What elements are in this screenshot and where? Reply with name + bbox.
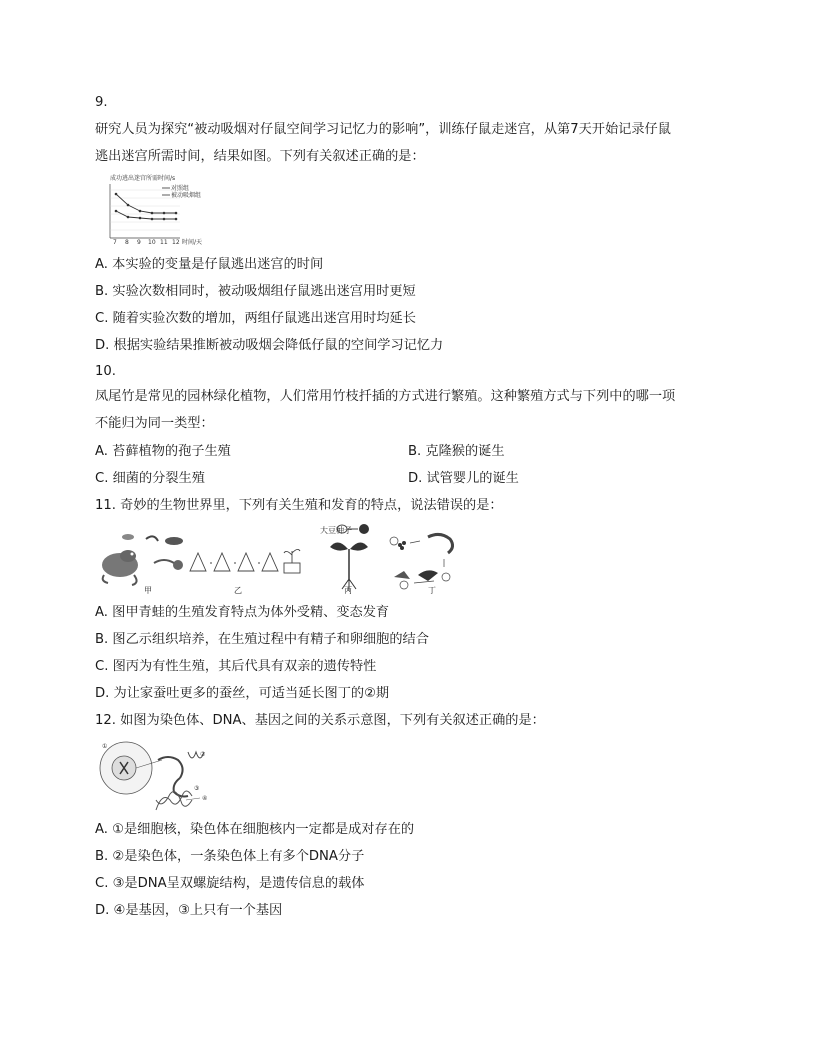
q9-option-a: A. 本实验的变量是仔鼠逃出迷宫的时间 <box>95 257 324 272</box>
q12-option-d: D. ④是基因，③上只有一个基因 <box>95 903 283 918</box>
q9-chart-xlabel: 时间/天 <box>182 239 203 246</box>
q9-chart-svg <box>96 174 206 246</box>
svg-text:12: 12 <box>172 239 180 246</box>
svg-text:11: 11 <box>160 239 168 246</box>
q11-label-jia: 甲 <box>144 586 152 595</box>
q12-diagram-svg <box>96 738 218 812</box>
q11-stem: 11. 奇妙的生物世界里，下列有关生殖和发育的特点，说法错误的是： <box>95 498 503 513</box>
q9-number: 9. <box>95 95 108 110</box>
svg-text:9: 9 <box>137 239 141 246</box>
q9-stem-line1: 研究人员为探究“被动吸烟对仔鼠空间学习记忆力的影响”，训练仔鼠走迷宫，从第7天开始记录仔鼠 <box>95 122 671 137</box>
q9-legend-control: 对照组 <box>171 185 190 192</box>
q12-option-b: B. ②是染色体，一条染色体上有多个DNA分子 <box>95 849 365 864</box>
q9-legend-passive: 被动吸烟组 <box>171 192 202 199</box>
q10-option-c: C. 细菌的分裂生殖 <box>95 471 205 486</box>
q11-figure-svg <box>98 523 458 595</box>
svg-text:7: 7 <box>113 239 117 246</box>
q10-option-a: A. 苔藓植物的孢子生殖 <box>95 444 231 459</box>
q11-silkworm-cycle-icon <box>390 534 453 589</box>
q12-stem: 12. 如图为染色体、DNA、基因之间的关系示意图，下列有关叙述正确的是： <box>95 713 545 728</box>
q9-line-chart <box>96 174 206 246</box>
q10-stem-line1: 凤尾竹是常见的园林绿化植物，人们常用竹枝扦插的方式进行繁殖。这种繁殖方式与下列中的哪一项 <box>95 389 676 404</box>
q11-option-b: B. 图乙示组织培养，在生殖过程中有精子和卵细胞的结合 <box>95 632 429 647</box>
q9-option-b: B. 实验次数相同时，被动吸烟组仔鼠逃出迷宫用时更短 <box>95 284 416 299</box>
q9-option-d: D. 根据实验结果推断被动吸烟会降低仔鼠的空间学习记忆力 <box>95 338 444 353</box>
q11-label-ding: 丁 <box>428 586 436 595</box>
q12-option-c: C. ③是DNA呈双螺旋结构，是遗传信息的载体 <box>95 876 365 891</box>
q11-seed-label: 大豆种子 <box>320 526 352 535</box>
q12-option-a: A. ①是细胞核，染色体在细胞核内一定都是成对存在的 <box>95 822 415 837</box>
svg-text:10: 10 <box>148 239 156 246</box>
q9-series-passive <box>116 194 176 213</box>
q10-option-b: B. 克隆猴的诞生 <box>408 444 505 459</box>
svg-text:④: ④ <box>202 795 208 802</box>
svg-text:③: ③ <box>194 785 200 792</box>
q12-chromosome-dna-gene-diagram <box>96 738 218 812</box>
svg-text:8: 8 <box>125 239 129 246</box>
q9-option-c: C. 随着实验次数的增加，两组仔鼠逃出迷宫用时均延长 <box>95 311 416 326</box>
q11-frog-icon <box>102 534 183 585</box>
q9-chart-ylabel: 成功逃出迷宫所需时间/s <box>110 175 176 182</box>
q10-option-d: D. 试管婴儿的诞生 <box>408 471 519 486</box>
q10-number: 10. <box>95 364 116 379</box>
svg-text:①: ① <box>102 743 108 750</box>
q9-stem-line2: 逃出迷宫所需时间，结果如图。下列有关叙述正确的是： <box>95 149 425 164</box>
q11-label-yi: 乙 <box>234 586 242 595</box>
svg-text:②: ② <box>200 751 206 758</box>
q11-label-bing: 丙 <box>344 586 352 595</box>
q10-stem-line2: 不能归为同一类型： <box>95 416 214 431</box>
q11-option-c: C. 图丙为有性生殖，其后代具有双亲的遗传特性 <box>95 659 377 674</box>
q11-figure <box>98 523 458 595</box>
q11-option-d: D. 为让家蚕吐更多的蚕丝，可适当延长图丁的②期 <box>95 686 390 701</box>
q11-option-a: A. 图甲青蛙的生殖发育特点为体外受精、变态发育 <box>95 605 390 620</box>
q11-tissue-culture-icon <box>190 549 300 573</box>
